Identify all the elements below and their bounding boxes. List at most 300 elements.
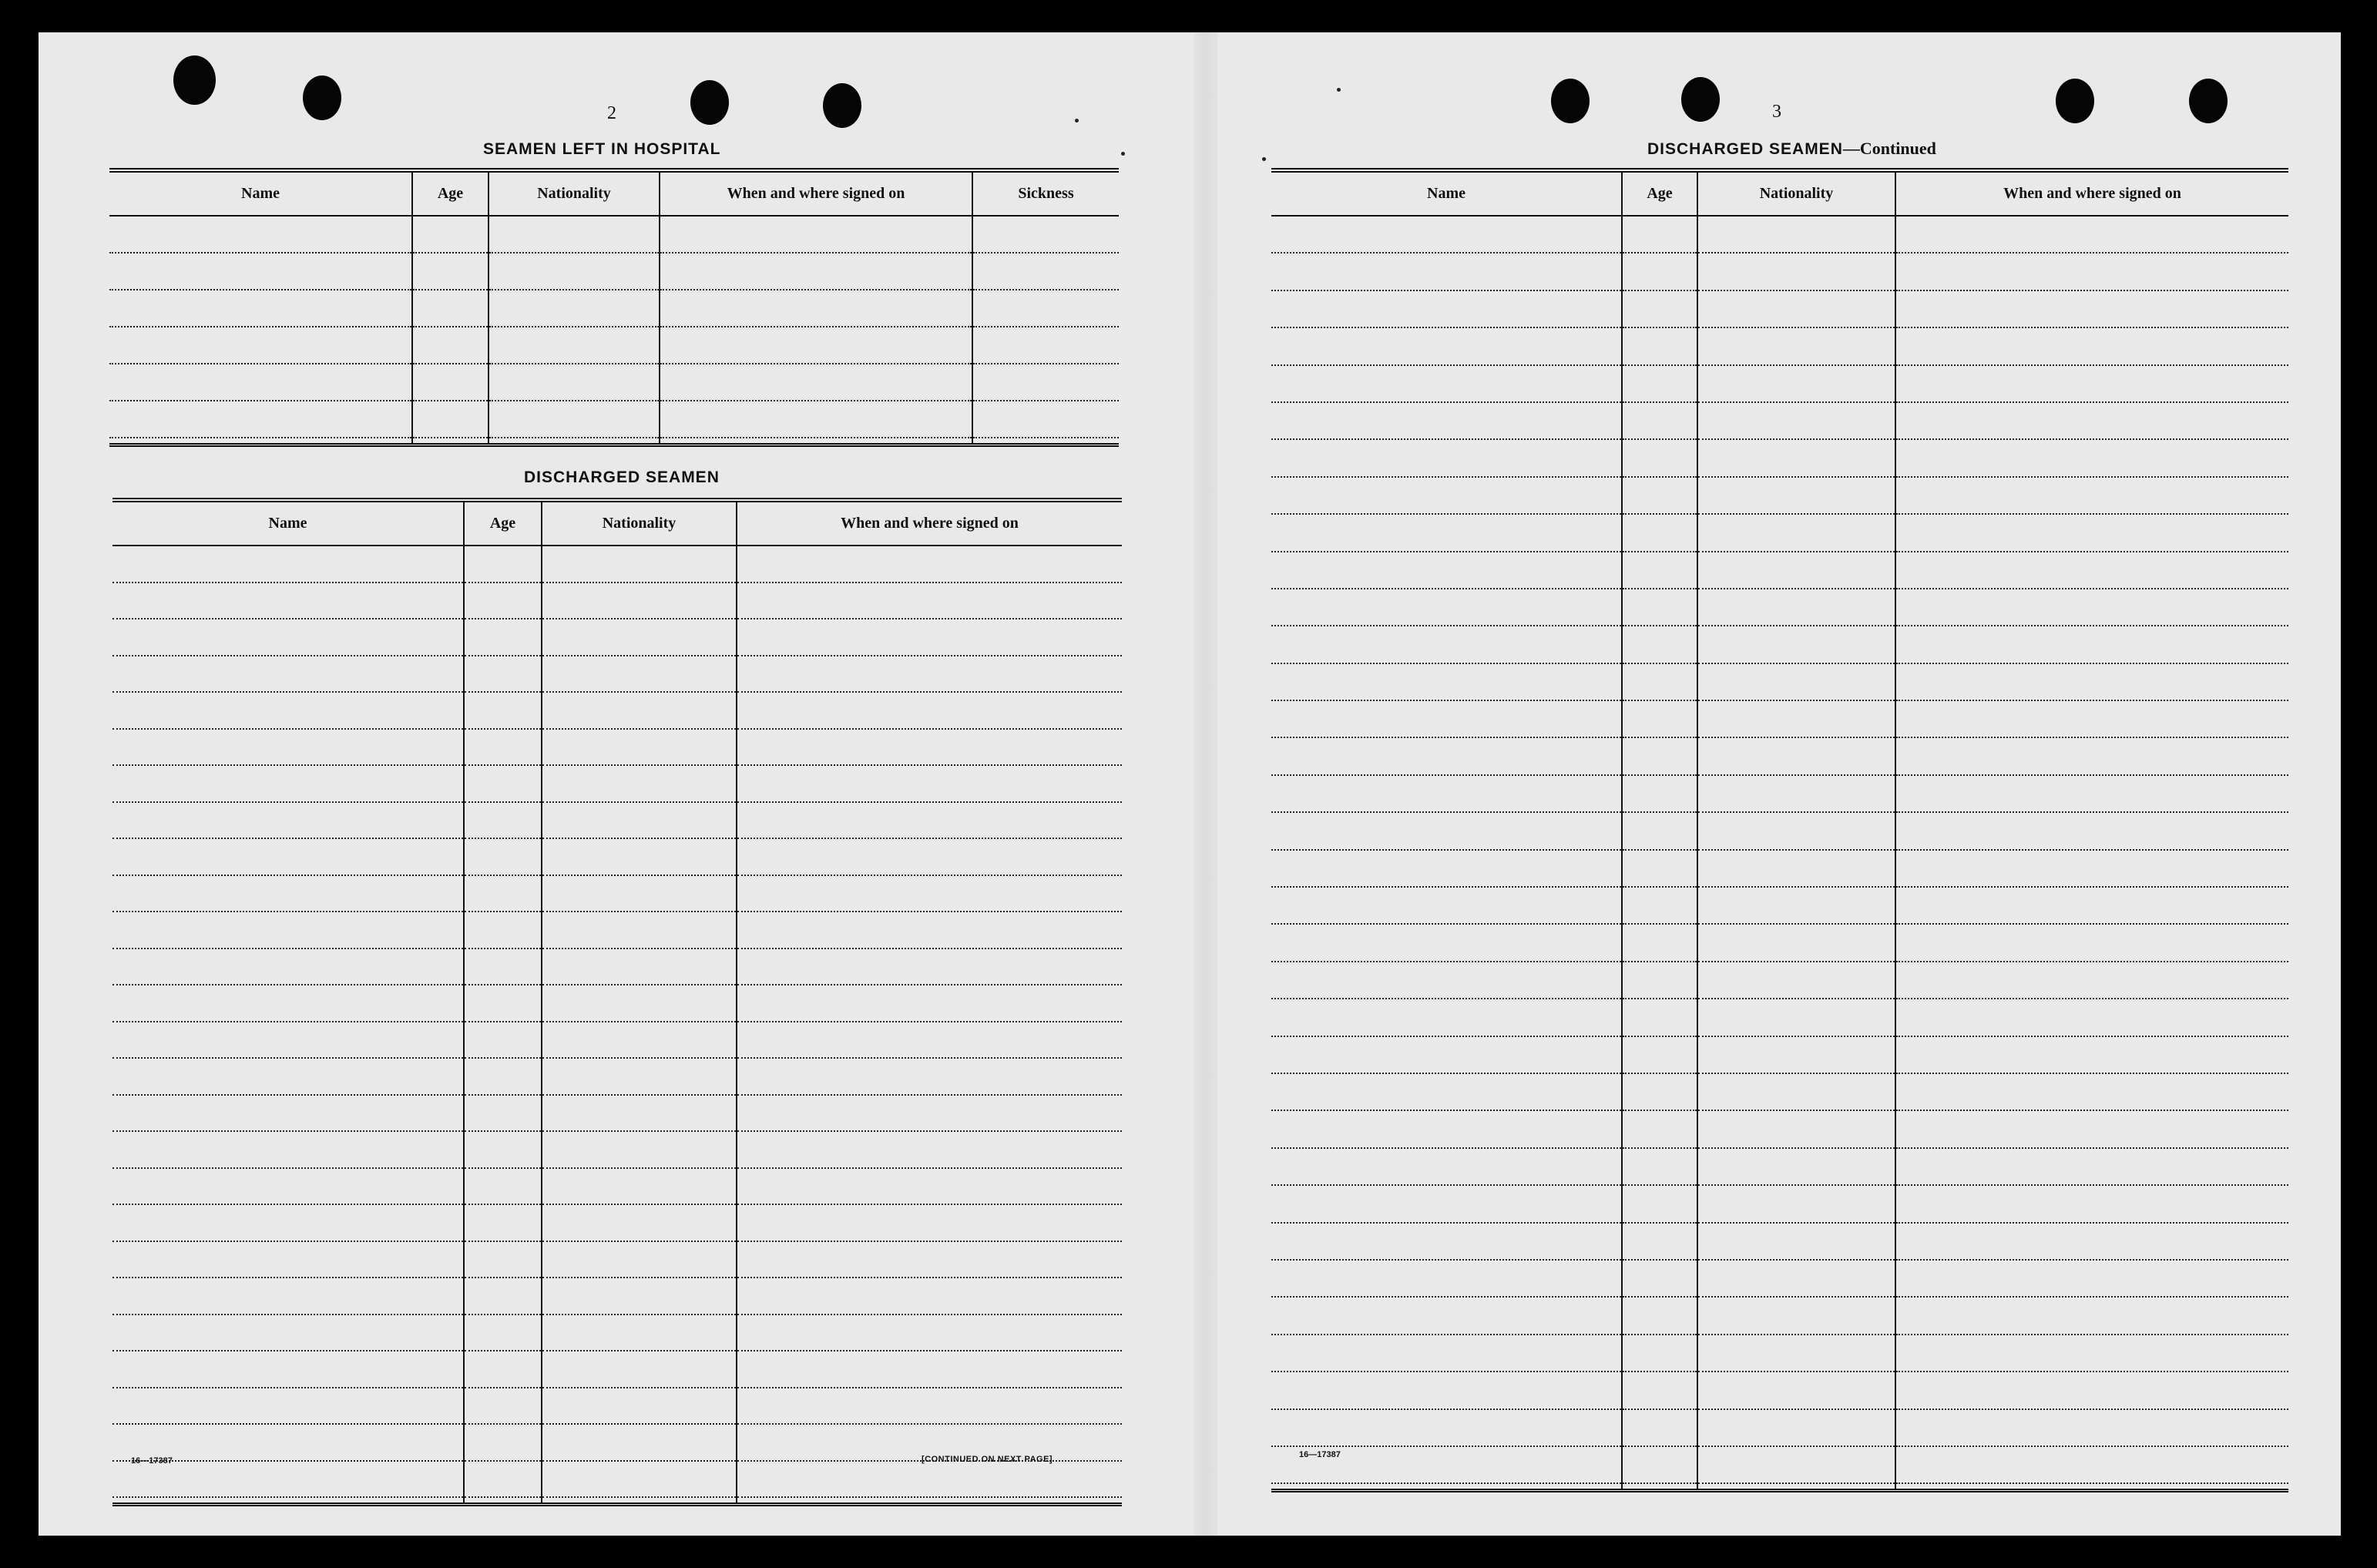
column-header-nationality: Nationality	[542, 500, 737, 546]
blank-entry-cell	[542, 1351, 737, 1388]
blank-entry-cell	[1697, 365, 1895, 402]
blank-entry-cell	[112, 1058, 464, 1095]
table-row	[112, 692, 1122, 729]
blank-entry-cell	[542, 583, 737, 619]
blank-entry-cell	[109, 216, 412, 253]
blank-entry-cell	[112, 546, 464, 583]
blank-entry-cell	[1622, 1036, 1697, 1073]
blank-entry-cell	[1697, 1335, 1895, 1372]
blank-entry-cell	[112, 1204, 464, 1241]
blank-entry-cell	[1895, 1185, 2288, 1222]
blank-entry-cell	[972, 290, 1119, 327]
blank-entry-cell	[1622, 1185, 1697, 1222]
blank-entry-cell	[488, 401, 660, 438]
form-number: 16—17387	[131, 1456, 173, 1466]
blank-entry-cell	[488, 327, 660, 364]
blank-entry-cell	[1622, 1073, 1697, 1110]
blank-entry-cell	[1622, 1110, 1697, 1147]
blank-entry-cell	[737, 583, 1122, 619]
blank-entry-cell	[1895, 887, 2288, 924]
blank-entry-cell	[464, 1095, 542, 1132]
table-row	[112, 583, 1122, 619]
table-row	[1271, 962, 2288, 999]
blank-entry-cell	[737, 1461, 1122, 1498]
blank-entry-cell	[1697, 1260, 1895, 1297]
table-row	[1271, 924, 2288, 961]
blank-entry-cell	[737, 765, 1122, 802]
blank-entry-cell	[1271, 999, 1622, 1036]
blank-entry-cell	[1895, 1446, 2288, 1483]
table-row	[112, 875, 1122, 912]
blank-entry-cell	[109, 401, 412, 438]
blank-entry-cell	[112, 1351, 464, 1388]
table-header-row	[109, 170, 1119, 216]
blank-entry-cell	[1697, 216, 1895, 253]
blank-entry-cell	[464, 729, 542, 766]
blank-entry-cell	[972, 327, 1119, 364]
blank-entry-cell	[1271, 887, 1622, 924]
table-row	[1271, 626, 2288, 663]
blank-entry-cell	[1622, 402, 1697, 439]
column-header-age: Age	[464, 500, 542, 546]
blank-entry-cell	[488, 216, 660, 253]
blank-entry-cell	[488, 364, 660, 401]
table-row	[1271, 1446, 2288, 1483]
table-body	[112, 546, 1122, 1497]
blank-entry-cell	[112, 765, 464, 802]
blank-entry-cell	[464, 1461, 542, 1498]
table-row	[1271, 552, 2288, 589]
blank-entry-cell	[542, 1058, 737, 1095]
blank-entry-cell	[1622, 552, 1697, 589]
table-row	[112, 1168, 1122, 1205]
blank-entry-cell	[542, 729, 737, 766]
blank-entry-cell	[542, 1204, 737, 1241]
blank-entry-cell	[1271, 216, 1622, 253]
blank-entry-cell	[1271, 1335, 1622, 1372]
blank-entry-cell	[464, 1022, 542, 1059]
blank-entry-cell	[464, 1424, 542, 1461]
table-row	[1271, 589, 2288, 626]
discharged-table	[112, 498, 1122, 1506]
blank-entry-cell	[1622, 1148, 1697, 1185]
blank-entry-cell	[660, 253, 972, 290]
blank-entry-cell	[112, 1095, 464, 1132]
blank-entry-cell	[112, 912, 464, 949]
blank-entry-cell	[1622, 812, 1697, 849]
table-row	[112, 1131, 1122, 1168]
table-row	[109, 401, 1119, 438]
blank-entry-cell	[972, 401, 1119, 438]
table-row	[1271, 365, 2288, 402]
table-row	[112, 1351, 1122, 1388]
blank-entry-cell	[1271, 365, 1622, 402]
table-row	[1271, 1036, 2288, 1073]
table-row	[1271, 216, 2288, 253]
blank-entry-cell	[542, 1461, 737, 1498]
table-row	[112, 1388, 1122, 1425]
blank-entry-cell	[1622, 887, 1697, 924]
document-sheet	[39, 32, 2341, 1536]
blank-entry-cell	[1697, 999, 1895, 1036]
blank-entry-cell	[660, 327, 972, 364]
blank-entry-cell	[464, 985, 542, 1022]
blank-entry-cell	[542, 1278, 737, 1315]
table-row	[1271, 402, 2288, 439]
table-row	[112, 656, 1122, 693]
blank-entry-cell	[972, 364, 1119, 401]
blank-entry-cell	[1895, 700, 2288, 737]
blank-entry-cell	[1895, 1260, 2288, 1297]
blank-entry-cell	[1271, 477, 1622, 514]
continued-note: [CONTINUED ON NEXT PAGE]	[922, 1455, 1053, 1464]
blank-entry-cell	[1622, 663, 1697, 700]
blank-entry-cell	[1697, 887, 1895, 924]
blank-entry-cell	[112, 985, 464, 1022]
right-page	[1217, 32, 2341, 1536]
blank-entry-cell	[1697, 1073, 1895, 1110]
table-header-row	[1271, 170, 2288, 216]
blank-entry-cell	[1697, 1446, 1895, 1483]
blank-entry-cell	[542, 1095, 737, 1132]
blank-entry-cell	[488, 253, 660, 290]
blank-entry-cell	[542, 1388, 737, 1425]
blank-entry-cell	[1895, 999, 2288, 1036]
form-number: 16—17387	[1299, 1450, 1341, 1459]
table-row	[1271, 1073, 2288, 1110]
blank-entry-cell	[464, 1058, 542, 1095]
blank-entry-cell	[1895, 1372, 2288, 1409]
blank-entry-cell	[1271, 775, 1622, 812]
blank-entry-cell	[464, 802, 542, 839]
table-row	[1271, 850, 2288, 887]
blank-entry-cell	[109, 327, 412, 364]
blank-entry-cell	[1895, 365, 2288, 402]
hospital-table	[109, 168, 1119, 447]
blank-entry-cell	[1622, 850, 1697, 887]
blank-entry-cell	[1697, 626, 1895, 663]
hospital-section-title: SEAMEN LEFT IN HOSPITAL	[483, 140, 721, 158]
blank-entry-cell	[1271, 290, 1622, 327]
blank-entry-cell	[1895, 477, 2288, 514]
blank-entry-cell	[1271, 1409, 1622, 1446]
blank-entry-cell	[1622, 477, 1697, 514]
table-row	[1271, 327, 2288, 364]
table-row	[1271, 887, 2288, 924]
blank-entry-cell	[1895, 290, 2288, 327]
blank-entry-cell	[1895, 1223, 2288, 1260]
blank-entry-cell	[1895, 439, 2288, 476]
table-row	[112, 949, 1122, 985]
page-number: 3	[1772, 102, 1781, 122]
blank-entry-cell	[464, 1388, 542, 1425]
blank-entry-cell	[737, 912, 1122, 949]
blank-entry-cell	[112, 619, 464, 656]
blank-entry-cell	[1271, 663, 1622, 700]
page-number: 2	[607, 103, 616, 123]
blank-entry-cell	[112, 1241, 464, 1278]
blank-entry-cell	[542, 949, 737, 985]
blank-entry-cell	[1271, 1260, 1622, 1297]
table-row	[1271, 290, 2288, 327]
blank-entry-cell	[112, 802, 464, 839]
blank-entry-cell	[1271, 253, 1622, 290]
blank-entry-cell	[1895, 1148, 2288, 1185]
table-row	[112, 1241, 1122, 1278]
blank-entry-cell	[1697, 775, 1895, 812]
table-row	[109, 364, 1119, 401]
blank-entry-cell	[464, 1204, 542, 1241]
blank-entry-cell	[464, 1131, 542, 1168]
blank-entry-cell	[1895, 737, 2288, 774]
blank-entry-cell	[972, 253, 1119, 290]
table-row	[1271, 737, 2288, 774]
blank-entry-cell	[737, 1388, 1122, 1425]
blank-entry-cell	[737, 1351, 1122, 1388]
blank-entry-cell	[660, 401, 972, 438]
table-row	[1271, 439, 2288, 476]
table-body	[1271, 216, 2288, 1483]
blank-entry-cell	[1895, 924, 2288, 961]
blank-entry-cell	[1622, 999, 1697, 1036]
blank-entry-cell	[1271, 850, 1622, 887]
blank-entry-cell	[542, 1168, 737, 1205]
blank-entry-cell	[1271, 1297, 1622, 1334]
blank-entry-cell	[660, 364, 972, 401]
blank-entry-cell	[1895, 402, 2288, 439]
blank-entry-cell	[1697, 552, 1895, 589]
blank-entry-cell	[1895, 1409, 2288, 1446]
discharged-section-title: DISCHARGED SEAMEN	[524, 468, 720, 486]
column-header-name: Name	[1271, 170, 1622, 216]
blank-entry-cell	[542, 656, 737, 693]
column-header-name: Name	[112, 500, 464, 546]
table-row	[112, 729, 1122, 766]
blank-entry-cell	[542, 1022, 737, 1059]
blank-entry-cell	[464, 619, 542, 656]
blank-entry-cell	[464, 692, 542, 729]
blank-entry-cell	[112, 1424, 464, 1461]
blank-entry-cell	[112, 1131, 464, 1168]
blank-entry-cell	[1697, 514, 1895, 551]
blank-entry-cell	[542, 1241, 737, 1278]
blank-entry-cell	[488, 290, 660, 327]
column-header-signed-on: When and where signed on	[1895, 170, 2288, 216]
blank-entry-cell	[1697, 700, 1895, 737]
table-row	[109, 290, 1119, 327]
blank-entry-cell	[542, 838, 737, 875]
page-fold	[1194, 32, 1217, 1536]
table-row	[1271, 1110, 2288, 1147]
table-row	[1271, 1185, 2288, 1222]
blank-entry-cell	[112, 583, 464, 619]
blank-entry-cell	[112, 875, 464, 912]
column-header-signed-on: When and where signed on	[737, 500, 1122, 546]
blank-entry-cell	[112, 1461, 464, 1498]
blank-entry-cell	[1271, 962, 1622, 999]
section-title-text: DISCHARGED SEAMEN	[1647, 140, 1843, 158]
table-row	[112, 765, 1122, 802]
table-row	[109, 327, 1119, 364]
blank-entry-cell	[737, 1278, 1122, 1315]
blank-entry-cell	[464, 912, 542, 949]
blank-entry-cell	[1895, 1335, 2288, 1372]
blank-entry-cell	[737, 1315, 1122, 1351]
blank-entry-cell	[1271, 402, 1622, 439]
table-row	[112, 1058, 1122, 1095]
blank-entry-cell	[737, 692, 1122, 729]
blank-entry-cell	[1895, 626, 2288, 663]
blank-entry-cell	[542, 1131, 737, 1168]
table-row	[1271, 1260, 2288, 1297]
blank-entry-cell	[464, 875, 542, 912]
blank-entry-cell	[1622, 327, 1697, 364]
blank-entry-cell	[1697, 1148, 1895, 1185]
blank-entry-cell	[1271, 626, 1622, 663]
blank-entry-cell	[112, 1388, 464, 1425]
blank-entry-cell	[1895, 962, 2288, 999]
blank-entry-cell	[1697, 1185, 1895, 1222]
blank-entry-cell	[464, 1241, 542, 1278]
blank-entry-cell	[1622, 924, 1697, 961]
blank-entry-cell	[1895, 1110, 2288, 1147]
table-row	[112, 1095, 1122, 1132]
table-row	[112, 1278, 1122, 1315]
blank-entry-cell	[1622, 365, 1697, 402]
blank-entry-cell	[1697, 812, 1895, 849]
blank-entry-cell	[737, 985, 1122, 1022]
blank-entry-cell	[412, 290, 488, 327]
blank-entry-cell	[737, 1168, 1122, 1205]
blank-entry-cell	[1895, 327, 2288, 364]
blank-entry-cell	[1271, 1223, 1622, 1260]
blank-entry-cell	[1697, 924, 1895, 961]
blank-entry-cell	[1271, 327, 1622, 364]
blank-entry-cell	[542, 912, 737, 949]
blank-entry-cell	[1271, 1372, 1622, 1409]
blank-entry-cell	[737, 619, 1122, 656]
blank-entry-cell	[112, 838, 464, 875]
blank-entry-cell	[1271, 552, 1622, 589]
table-row	[1271, 1372, 2288, 1409]
blank-entry-cell	[1271, 1185, 1622, 1222]
blank-entry-cell	[1697, 1036, 1895, 1073]
section-title-suffix: —Continued	[1842, 139, 1936, 158]
column-header-signed-on: When and where signed on	[660, 170, 972, 216]
blank-entry-cell	[464, 765, 542, 802]
table-row	[112, 838, 1122, 875]
table-row	[1271, 514, 2288, 551]
table-body	[109, 216, 1119, 438]
blank-entry-cell	[1697, 1372, 1895, 1409]
blank-entry-cell	[737, 1095, 1122, 1132]
blank-entry-cell	[112, 1315, 464, 1351]
blank-entry-cell	[412, 364, 488, 401]
blank-entry-cell	[464, 656, 542, 693]
blank-entry-cell	[412, 401, 488, 438]
blank-entry-cell	[1622, 1260, 1697, 1297]
blank-entry-cell	[1895, 663, 2288, 700]
blank-entry-cell	[1622, 1372, 1697, 1409]
blank-entry-cell	[1271, 1036, 1622, 1073]
blank-entry-cell	[542, 692, 737, 729]
blank-entry-cell	[464, 838, 542, 875]
blank-entry-cell	[112, 1278, 464, 1315]
table-row	[112, 912, 1122, 949]
blank-entry-cell	[1697, 253, 1895, 290]
blank-entry-cell	[412, 327, 488, 364]
table-row	[1271, 477, 2288, 514]
discharged-continued-table	[1271, 168, 2288, 1492]
blank-entry-cell	[1622, 1409, 1697, 1446]
blank-entry-cell	[1895, 1073, 2288, 1110]
table-row	[1271, 1335, 2288, 1372]
discharged-continued-title	[1647, 139, 1936, 159]
blank-entry-cell	[1895, 850, 2288, 887]
table-row	[112, 1022, 1122, 1059]
column-header-age: Age	[1622, 170, 1697, 216]
blank-entry-cell	[1697, 290, 1895, 327]
blank-entry-cell	[737, 949, 1122, 985]
blank-entry-cell	[1622, 775, 1697, 812]
column-header-sickness: Sickness	[972, 170, 1119, 216]
blank-entry-cell	[464, 1351, 542, 1388]
blank-entry-cell	[464, 1278, 542, 1315]
blank-entry-cell	[1697, 1110, 1895, 1147]
blank-entry-cell	[1622, 589, 1697, 626]
blank-entry-cell	[1622, 1297, 1697, 1334]
blank-entry-cell	[542, 619, 737, 656]
blank-entry-cell	[464, 1168, 542, 1205]
table-row	[1271, 775, 2288, 812]
blank-entry-cell	[112, 949, 464, 985]
blank-entry-cell	[112, 1022, 464, 1059]
blank-entry-cell	[1895, 1297, 2288, 1334]
blank-entry-cell	[1622, 253, 1697, 290]
blank-entry-cell	[1697, 327, 1895, 364]
blank-entry-cell	[1697, 663, 1895, 700]
blank-entry-cell	[1697, 439, 1895, 476]
blank-entry-cell	[1697, 962, 1895, 999]
table-row	[1271, 1297, 2288, 1334]
table-row	[112, 1315, 1122, 1351]
blank-entry-cell	[542, 1315, 737, 1351]
blank-entry-cell	[109, 253, 412, 290]
blank-entry-cell	[464, 583, 542, 619]
column-header-name: Name	[109, 170, 412, 216]
blank-entry-cell	[464, 949, 542, 985]
table-row	[1271, 999, 2288, 1036]
blank-entry-cell	[1271, 737, 1622, 774]
blank-entry-cell	[1622, 1446, 1697, 1483]
column-header-nationality: Nationality	[488, 170, 660, 216]
left-page	[39, 32, 1194, 1536]
blank-entry-cell	[542, 802, 737, 839]
blank-entry-cell	[1697, 737, 1895, 774]
blank-entry-cell	[542, 765, 737, 802]
blank-entry-cell	[1895, 812, 2288, 849]
blank-entry-cell	[464, 546, 542, 583]
blank-entry-cell	[542, 875, 737, 912]
blank-entry-cell	[737, 1131, 1122, 1168]
blank-entry-cell	[1895, 775, 2288, 812]
blank-entry-cell	[1697, 850, 1895, 887]
blank-entry-cell	[1271, 924, 1622, 961]
blank-entry-cell	[1697, 1223, 1895, 1260]
table-row	[109, 253, 1119, 290]
blank-entry-cell	[737, 1204, 1122, 1241]
table-row	[1271, 1409, 2288, 1446]
